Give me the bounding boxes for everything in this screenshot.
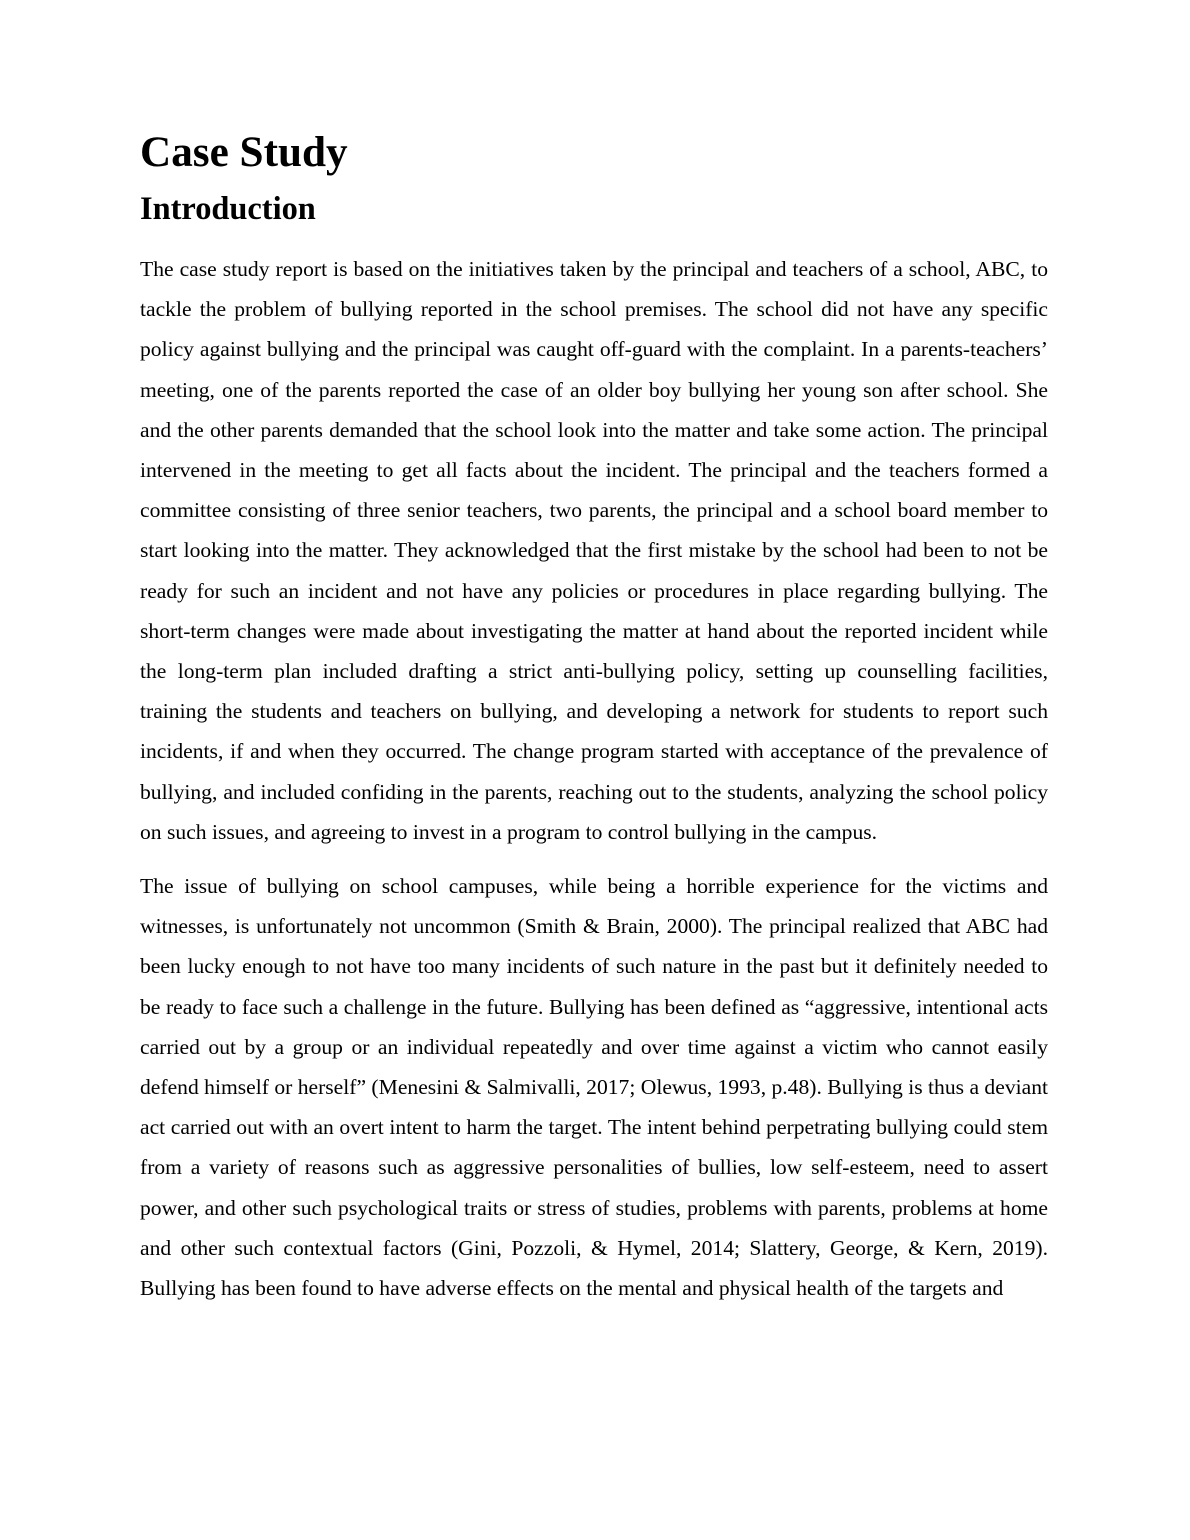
paragraph-2: The issue of bullying on school campuses, while being a horrible experience for the victims and witnesses, is unfortunately not uncommon (Smith & Brain, 2000). The principal realized that ABC had been lucky enough to not have too many incidents of such nature in the past but it definitely needed to be ready to face such a challenge in the future. Bullying has been defined as “aggressive, intentional acts carried out by a group or an individual repeatedly and over time against a victim who cannot easily defend himself or herself” (Menesini & Salmivalli, 2017; Olewus, 1993, p.48). Bullying is thus a deviant act carried out with an overt intent to harm the target. The intent behind perpetrating bullying could stem from a variety of reasons such as aggressive personalities of bullies, low self-esteem, need to assert power, and other such psychological traits or stress of studies, problems with parents, problems at home and other such contextual factors (Gini, Pozzoli, & Hymel, 2014; Slattery, George, & Kern, 2019). Bullying has been found to have adverse effects on the mental and physical health of the targets and: [140, 874, 1048, 1301]
paragraph-1: The case study report is based on the initiatives taken by the principal and teachers of a school, ABC, to tackle the problem of bullying reported in the school premises. The school did not have any specific policy against bullying and the principal was caught off-guard with the complaint. In a parents-teachers’ meeting, one of the parents reported the case of an older boy bullying her young son after school. She and the other parents demanded that the school look into the matter and take some action. The principal intervened in the meeting to get all facts about the incident. The principal and the teachers formed a committee consisting of three senior teachers, two parents, the principal and a school board member to start looking into the matter. They acknowledged that the first mistake by the school had been to not be ready for such an incident and not have any policies or procedures in place regarding bullying. The short-term changes were made about investigating the matter at hand about the reported incident while the long-term plan included drafting a strict anti-bullying policy, setting up counselling facilities, training the students and teachers on bullying, and developing a network for students to report such incidents, if and when they occurred. The change program started with acceptance of the prevalence of bullying, and included confiding in the parents, reaching out to the students, analyzing the school policy on such issues, and agreeing to invest in a program to control bullying in the campus.: [140, 257, 1048, 844]
document-page: [140, 129, 1048, 1308]
section-heading-introduction: Introduction: [140, 191, 316, 227]
document-title: Case Study: [140, 129, 348, 176]
